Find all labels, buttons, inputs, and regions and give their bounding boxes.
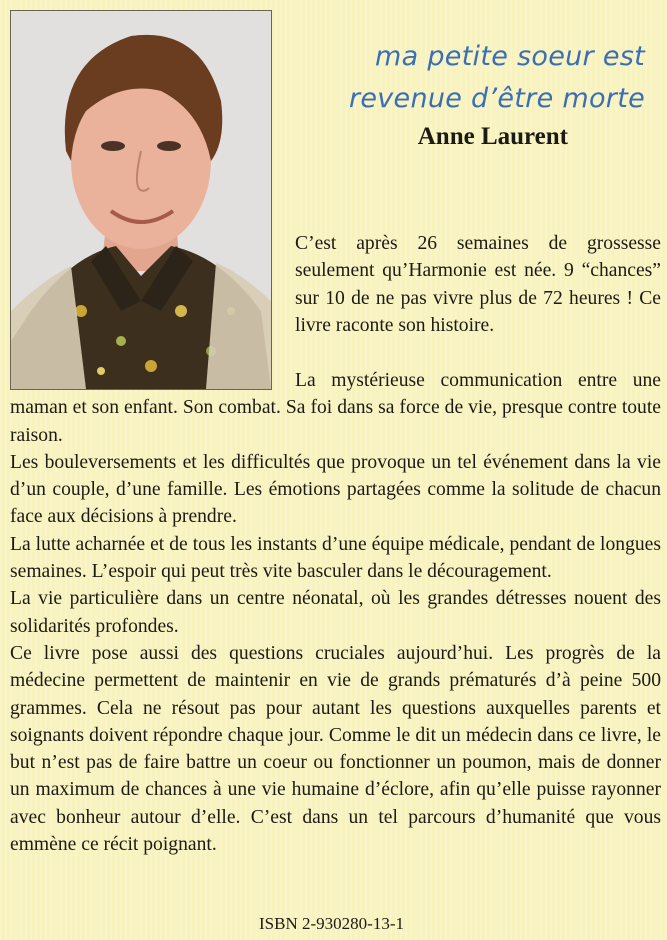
intro-text [295,230,661,339]
isbn-text: ISBN 2-930280-13-1 [259,914,404,933]
paragraph-1: C’est après 26 semaines de grossesse seulement qu’Harmonie est née. 9 “chances” sur 10 de ne pas vivre plus de 72 heures ! Ce livre raconte son histoire. [295,233,661,336]
book-title [300,36,645,120]
book-title-line-1: ma petite soeur est [374,41,645,72]
main-text [10,367,661,858]
paragraph-5: La vie particulière dans un centre néonatal, où les grandes détresses nouent des solidarités profondes. [10,588,661,637]
author-portrait-icon [11,11,271,389]
author-name: Anne Laurent [417,123,568,150]
book-title-line-2: revenue d’être morte [348,83,645,114]
paragraph-3: Les bouleversements et les difficultés que provoque un tel événement dans la vie d’un couple, d’une famille. Les émotions partagées comme la solitude de chacun face aux décisions à prendre. [10,451,661,528]
author-photo [10,10,272,390]
paragraph-4: La lutte acharnée et de tous les instants d’une équipe médicale, pendant de longues semaines. L’espoir qui peut très vite basculer dans le découragement. [10,533,661,583]
isbn-number [0,912,667,936]
paragraph-2: La mystérieuse communication entre une maman et son enfant. Son combat. Sa foi dans sa force de vie, presque contre toute raison. [10,370,661,446]
paragraph-6: Ce livre pose aussi des questions cruciales aujourd’hui. Les progrès de la médecine permettent de maintenir en vie de grands prématurés d’à peine 500 grammes. Cela ne résout pas pour autant les questions auxquelles parents et soignants doivent répondre chaque jour. Comme le dit un médecin dans ce livre, le but n’est pas de faire battre un coeur ou fonctionner un poumon, mais de donner un maximum de chances à une vie humaine d’éclore, afin qu’elle puisse rayonner avec bonheur autour d’elle. C’est dans un tel parcours d’humanité que vous emmène ce récit poignant. [10,642,661,856]
